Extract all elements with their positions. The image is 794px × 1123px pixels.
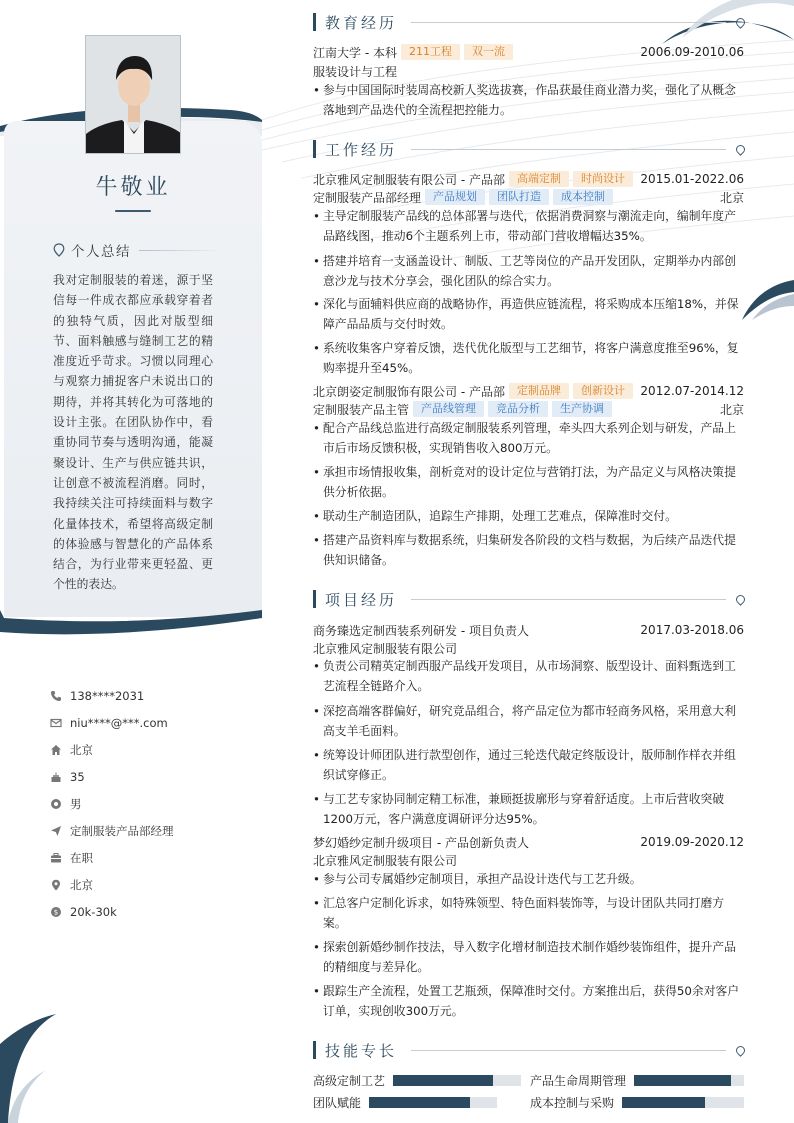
projects-title: 项目经历 bbox=[325, 590, 398, 609]
role-tag: 团队打造 bbox=[489, 189, 549, 205]
skills-heading bbox=[313, 1039, 745, 1061]
contact-city-value: 北京 bbox=[70, 877, 93, 892]
company-tag: 创新设计 bbox=[573, 383, 633, 399]
education-period: 2006.09-2010.06 bbox=[640, 45, 744, 59]
job-bullet: • 主导定制服装产品线的总体部署与迭代，依据消费洞察与潮流走向，编制年度产品路线图，推动6个主题系列上市，带动部门营收增幅达35%。 bbox=[313, 206, 744, 246]
phone-icon bbox=[50, 690, 62, 702]
company-tag: 高端定制 bbox=[509, 171, 569, 187]
skill-item bbox=[313, 1071, 521, 1089]
skill-item bbox=[530, 1093, 744, 1111]
contact-status-value: 在职 bbox=[70, 850, 93, 865]
contact-age bbox=[50, 763, 250, 790]
contact-salary bbox=[50, 898, 250, 925]
job-city: 北京 bbox=[719, 190, 744, 205]
send-icon bbox=[50, 825, 62, 837]
job-bullet: • 搭建并培育一支涵盖设计、制版、工艺等岗位的产品开发团队，定期举办内部创意沙龙与技术分享会，强化团队的综合实力。 bbox=[313, 251, 744, 291]
pin-icon bbox=[734, 16, 747, 29]
job-company-row bbox=[313, 170, 744, 188]
contact-position bbox=[50, 817, 250, 844]
project-bullet: • 汇总客户定制化诉求，如特殊领型、特色面料装饰等，与设计团队共同打磨方案。 bbox=[313, 893, 744, 933]
job-company: 北京朗姿定制服饰有限公司 - 产品部 bbox=[313, 384, 505, 399]
svg-text:$: $ bbox=[53, 908, 59, 917]
skills-title: 技能专长 bbox=[325, 1041, 398, 1060]
job-bullet: • 搭建产品资料库与数据系统，归集研发各阶段的文档与数据，为后续产品迭代提供知识储备。 bbox=[313, 530, 744, 570]
job-role: 定制服装产品部经理 bbox=[313, 190, 422, 205]
summary-heading bbox=[53, 240, 223, 260]
skill-item bbox=[530, 1071, 744, 1089]
role-tag: 生产协调 bbox=[552, 401, 612, 417]
project-bullet: • 与工艺专家协同制定精工标准，兼顾挺拔廓形与穿着舒适度。上市后营收突破1200万元，客户满意度调研评分达95%。 bbox=[313, 789, 744, 829]
job-period: 2015.01-2022.06 bbox=[640, 172, 744, 186]
contact-list bbox=[50, 682, 250, 925]
job-period: 2012.07-2014.12 bbox=[640, 384, 744, 398]
role-tag: 成本控制 bbox=[553, 189, 613, 205]
project-bullet: • 参与公司专属婚纱定制项目，承担产品设计迭代与工艺升级。 bbox=[313, 869, 744, 889]
skill-track bbox=[622, 1097, 744, 1108]
heading-bar bbox=[313, 140, 316, 158]
education-bullet: • 参与中国国际时装周高校新人奖选拔赛，作品获最佳商业潜力奖，强化了从概念落地到产品迭代的全流程把控能力。 bbox=[313, 80, 744, 120]
gender-icon bbox=[50, 798, 62, 810]
name-divider bbox=[115, 210, 151, 212]
project-name: 梦幻婚纱定制升级项目 - 产品创新负责人 bbox=[313, 835, 529, 850]
summary-text: 我对定制服装的着迷，源于坚信每一件成衣都应承载穿着者的独特气质，因此对版型细节、面料触感与缝制工艺的精准度近乎苛求。习惯以同理心与观察力捕捉客户未说出口的期待，并将其转化为可落地的设计主张。在团队协作中，看重协同节奏与透明沟通，能凝聚设计、生产与供应链共识，让创意不被流程消磨。同时，我持续关注可持续面料与数字化量体技术，希望将高级定制的体验感与智慧化的产品体系结合，为行业带来更轻盈、更个性的表达。 bbox=[53, 273, 213, 592]
job-bullet: • 配合产品线总监进行高级定制服装系列管理，牵头四大系列企划与研发，产品上市后市场反馈积极，实现销售收入800万元。 bbox=[313, 418, 744, 458]
project-bullet: • 深挖高端客群偏好，研究竞品组合，将产品定位为都市轻商务风格，采用意大利高支羊毛面料。 bbox=[313, 701, 744, 741]
project-name-row bbox=[313, 833, 744, 851]
contact-residence bbox=[50, 736, 250, 763]
job-city: 北京 bbox=[719, 402, 744, 417]
job-company-row bbox=[313, 382, 744, 400]
project-org-row bbox=[313, 639, 744, 657]
role-tag: 竞品分析 bbox=[488, 401, 548, 417]
role-tag: 产品线管理 bbox=[413, 401, 484, 417]
project-period: 2019.09-2020.12 bbox=[640, 835, 744, 849]
heading-bar bbox=[313, 13, 316, 31]
summary-heading-line bbox=[139, 250, 223, 251]
contact-city bbox=[50, 871, 250, 898]
home-icon bbox=[50, 744, 62, 756]
role-tag: 产品规划 bbox=[425, 189, 485, 205]
contact-age-value: 35 bbox=[70, 769, 85, 784]
job-bullet: • 联动生产制造团队，追踪生产排期，处理工艺难点，保障准时交付。 bbox=[313, 506, 744, 526]
company-tag: 时尚设计 bbox=[573, 171, 633, 187]
contact-gender-value: 男 bbox=[70, 796, 82, 811]
location-pin-icon bbox=[53, 243, 65, 257]
skill-item bbox=[313, 1093, 497, 1111]
pin-icon bbox=[734, 593, 747, 606]
skill-track bbox=[634, 1075, 744, 1086]
education-school-row bbox=[313, 43, 744, 61]
contact-salary-value: 20k-30k bbox=[70, 904, 117, 919]
salary-icon bbox=[50, 906, 62, 918]
skill-track bbox=[393, 1075, 521, 1086]
skill-level-bar bbox=[393, 1075, 493, 1086]
education-title: 教育经历 bbox=[325, 13, 398, 32]
heading-line bbox=[411, 1050, 726, 1051]
contact-email-value: niu****@***.com bbox=[70, 715, 168, 730]
avatar bbox=[85, 35, 181, 154]
pin-icon bbox=[734, 1044, 747, 1057]
heading-bar bbox=[313, 590, 316, 608]
right-edge-wave bbox=[740, 270, 794, 330]
contact-phone-value: 138****2031 bbox=[70, 688, 145, 703]
job-bullet: • 深化与面辅料供应商的战略协作，再造供应链流程，将采购成本压缩18%，并保障产品品质与交付时效。 bbox=[313, 294, 744, 334]
pin-icon bbox=[734, 143, 747, 156]
contact-phone bbox=[50, 682, 250, 709]
contact-position-value: 定制服装产品部经理 bbox=[70, 823, 174, 838]
projects-heading bbox=[313, 588, 745, 610]
location-icon bbox=[50, 879, 62, 891]
work-heading bbox=[313, 138, 745, 160]
job-role-row bbox=[313, 400, 744, 418]
skill-name: 产品生命周期管理 bbox=[530, 1073, 627, 1088]
project-org: 北京雅风定制服装有限公司 bbox=[313, 641, 458, 656]
bottom-left-wave bbox=[0, 1010, 60, 1123]
heading-line bbox=[411, 149, 726, 150]
skill-name: 成本控制与采购 bbox=[530, 1095, 615, 1110]
project-bullet: • 跟踪生产全流程，处置工艺瓶颈，保障准时交付。方案推出后，获得50余对客户订单，实现创收300万元。 bbox=[313, 981, 744, 1021]
job-role: 定制服装产品主管 bbox=[313, 402, 410, 417]
education-heading bbox=[313, 11, 745, 33]
school-tag: 双一流 bbox=[464, 44, 513, 60]
project-org-row bbox=[313, 851, 744, 869]
heading-bar bbox=[313, 1041, 316, 1059]
skill-name: 团队赋能 bbox=[313, 1095, 362, 1110]
job-bullet: • 承担市场情报收集，剖析竞对的设计定位与营销打法，为产品定义与风格决策提供分析依据。 bbox=[313, 462, 744, 502]
school-name: 江南大学 - 本科 bbox=[313, 45, 397, 60]
company-tag: 定制品牌 bbox=[509, 383, 569, 399]
heading-line bbox=[411, 22, 726, 23]
briefcase-icon bbox=[50, 852, 62, 864]
skill-name: 高级定制工艺 bbox=[313, 1073, 386, 1088]
skill-level-bar bbox=[634, 1075, 731, 1086]
project-name-row bbox=[313, 621, 744, 639]
contact-gender bbox=[50, 790, 250, 817]
school-tag: 211工程 bbox=[401, 44, 460, 60]
education-major-row bbox=[313, 62, 744, 80]
project-bullet: • 统筹设计师团队进行款型创作，通过三轮迭代敲定终版设计，版师制作样衣并组织试穿修正。 bbox=[313, 745, 744, 785]
project-bullet: • 探索创新婚纱制作技法，导入数字化增材制造技术制作婚纱装饰组件，提升产品的精细度与差异化。 bbox=[313, 937, 744, 977]
project-period: 2017.03-2018.06 bbox=[640, 623, 744, 637]
mail-icon bbox=[50, 717, 62, 729]
skill-level-bar bbox=[622, 1097, 705, 1108]
project-bullet: • 负责公司精英定制西服产品线开发项目，从市场洞察、版型设计、面料甄选到工艺流程全链路介入。 bbox=[313, 656, 744, 696]
contact-email bbox=[50, 709, 250, 736]
job-company: 北京雅风定制服装有限公司 - 产品部 bbox=[313, 172, 505, 187]
person-name: 牛敬业 bbox=[95, 175, 171, 200]
heading-line bbox=[411, 599, 726, 600]
summary-title: 个人总结 bbox=[71, 244, 131, 260]
project-name: 商务臻选定制西装系列研发 - 项目负责人 bbox=[313, 623, 529, 638]
project-org: 北京雅风定制服装有限公司 bbox=[313, 853, 458, 868]
contact-residence-value: 北京 bbox=[70, 742, 93, 757]
skill-track bbox=[369, 1097, 497, 1108]
job-role-row bbox=[313, 188, 744, 206]
skill-level-bar bbox=[369, 1097, 470, 1108]
cake-icon bbox=[50, 771, 62, 783]
major: 服装设计与工程 bbox=[313, 64, 398, 79]
contact-status bbox=[50, 844, 250, 871]
job-bullet: • 系统收集客户穿着反馈，迭代优化版型与工艺细节，将客户满意度推至96%，复购率提升至45%。 bbox=[313, 338, 744, 378]
work-title: 工作经历 bbox=[325, 140, 398, 159]
